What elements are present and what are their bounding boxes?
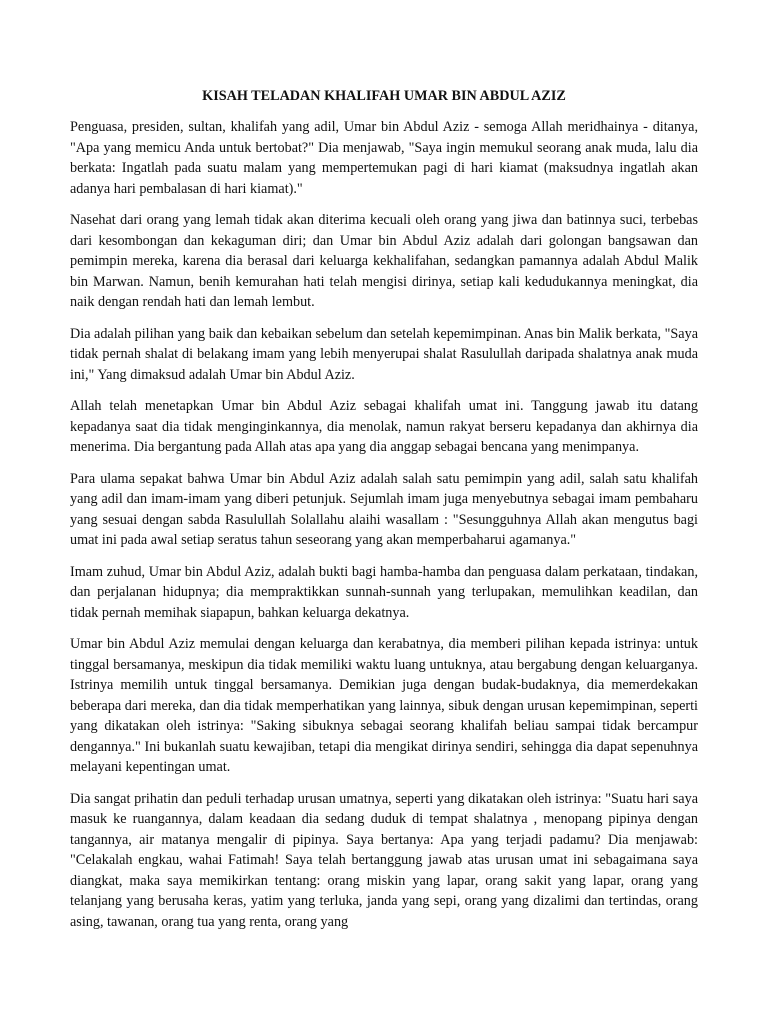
paragraph: Para ulama sepakat bahwa Umar bin Abdul Aziz adalah salah satu pemimpin yang adil, salah satu khalifah yang adil dan imam-imam yang diberi petunjuk. Sejumlah imam juga menyebutnya sebagai imam pembaharu yang sesuai dengan sabda Rasulullah Solallahu alaihi wasallam : "Sesungguhnya Allah akan mengutus bagi umat ini pada awal setiap seratus tahun seseorang yang akan memperbaharui agamanya." — [70, 470, 698, 548]
document-body — [70, 117, 698, 932]
paragraph: Penguasa, presiden, sultan, khalifah yang adil, Umar bin Abdul Aziz - semoga Allah meridhainya - ditanya, "Apa yang memicu Anda untuk bertobat?" Dia menjawab, "Saya ingin memukul seorang anak muda, lalu dia berkata: Ingatlah pada suatu malam yang mempertemukan pagi di hari kiamat (maksudnya ingatlah akan adanya hari pembalasan di hari kiamat)." — [70, 119, 698, 197]
paragraph: Nasehat dari orang yang lemah tidak akan diterima kecuali oleh orang yang jiwa dan batinnya suci, terbebas dari kesombongan dan kekaguman diri; dan Umar bin Abdul Aziz adalah dari golongan bangsawan dan pemimpin mereka, karena dia berasal dari keluarga kekhalifahan, sedangkan pamannya adalah Abdul Malik bin Marwan. Namun, benih kemurahan hati telah mengisi dirinya, setiap kali kedudukannya meningkat, dia naik dengan rendah hati dan lemah lembut. — [70, 212, 698, 310]
paragraph: Dia sangat prihatin dan peduli terhadap urusan umatnya, seperti yang dikatakan oleh istrinya: "Suatu hari saya masuk ke ruangannya, dalam keadaan dia sedang duduk di tempat shalatnya , menopang pipinya dengan tangannya, air matanya mengalir di pipinya. Saya bertanya: Apa yang terjadi padamu? Dia menjawab: "Celakalah engkau, wahai Fatimah! Saya telah bertanggung jawab atas urusan umat ini sebagaimana saya diangkat, maka saya memikirkan tentang: orang miskin yang lapar, orang sakit yang lapar, orang yang telanjang yang berusaha keras, yatim yang terluka, janda yang sepi, orang yang dizalimi dan tertindas, orang asing, tawanan, orang tua yang renta, orang yang — [70, 790, 698, 930]
paragraph: Umar bin Abdul Aziz memulai dengan keluarga dan kerabatnya, dia memberi pilihan kepada istrinya: untuk tinggal bersamanya, meskipun dia tidak memiliki waktu luang untuknya, atau bergabung dengan keluarganya. Istrinya memilih untuk tinggal bersamanya. Demikian juga dengan budak-budaknya, dia memerdekakan beberapa dari mereka, dan dia tidak memperhatikan yang lainnya, sibuk dengan urusan kepemimpinan, seperti yang dikatakan oleh istrinya: "Saking sibuknya sebagai seorang khalifah beliau sampai tidak bercampur dengannya." Ini bukanlah suatu kewajiban, tetapi dia mengikat dirinya sendiri, sehingga dia dapat sepenuhnya melayani kepentingan umat. — [70, 636, 698, 775]
paragraph: Allah telah menetapkan Umar bin Abdul Aziz sebagai khalifah umat ini. Tanggung jawab itu datang kepadanya saat dia tidak menginginkannya, dia menolak, namun rakyat berseru kepadanya dan akhirnya dia menerima. Dia bergantung pada Allah atas apa yang dia anggap sebagai bencana yang menimpanya. — [70, 398, 698, 455]
paragraph: Imam zuhud, Umar bin Abdul Aziz, adalah bukti bagi hamba-hamba dan penguasa dalam perkataan, tindakan, dan perjalanan hidupnya; dia mempraktikkan sunnah-sunnah yang terlupakan, memulihkan keadilan, dan tidak pernah memihak siapapun, bahkan keluarga dekatnya. — [70, 563, 698, 621]
paragraph: Dia adalah pilihan yang baik dan kebaikan sebelum dan setelah kepemimpinan. Anas bin Malik berkata, "Saya tidak pernah shalat di belakang imam yang lebih menyerupai shalat Rasulullah daripada shalatnya anak muda ini," Yang dimaksud adalah Umar bin Abdul Aziz. — [70, 325, 698, 383]
document-title: KISAH TELADAN KHALIFAH UMAR BIN ABDUL AZIZ — [202, 88, 566, 104]
